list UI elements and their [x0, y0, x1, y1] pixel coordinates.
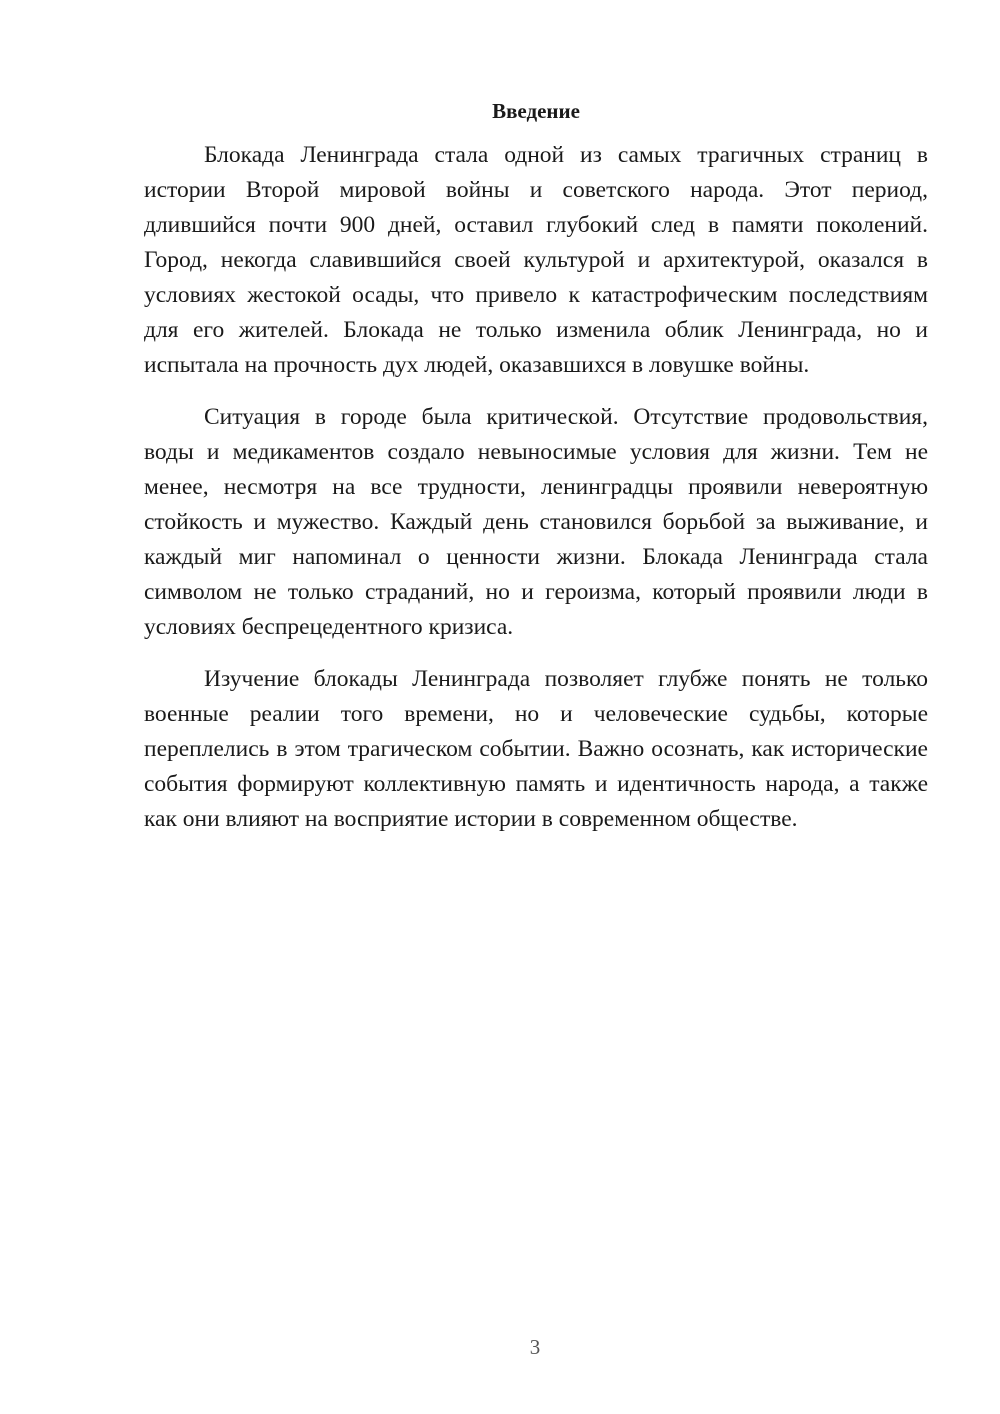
paragraph-3: Изучение блокады Ленинграда позволяет глубже понять не только военные реалии того времени, но и человеческие судьбы, которые переплелись в этом трагическом событии. Важно осознать, как исторические события формируют коллективную память и идентичность народа, а также как они влияют на восприятие истории в современном обществе.	[144, 666, 928, 832]
page-number: 3	[529, 1335, 541, 1359]
section-heading: Введение	[492, 99, 580, 123]
paragraph-2: Ситуация в городе была критической. Отсутствие продовольствия, воды и медикаментов создало невыносимые условия для жизни. Тем не менее, несмотря на все трудности, ленинградцы проявили невероятную стойкость и мужество. Каждый день становился борьбой за выживание, и каждый миг напоминал о ценности жизни. Блокада Ленинграда стала символом не только страданий, но и героизма, который проявили люди в условиях беспрецедентного кризиса.	[144, 404, 928, 640]
page-content	[144, 96, 928, 854]
paragraph-1: Блокада Ленинграда стала одной из самых трагичных страниц в истории Второй мировой войны и советского народа. Этот период, длившийся почти 900 дней, оставил глубокий след в памяти поколений. Город, некогда славившийся своей культурой и архитектурой, оказался в условиях жестокой осады, что привело к катастрофическим последствиям для его жителей. Блокада не только изменила облик Ленинграда, но и испытала на прочность дух людей, оказавшихся в ловушке войны.	[144, 142, 928, 378]
